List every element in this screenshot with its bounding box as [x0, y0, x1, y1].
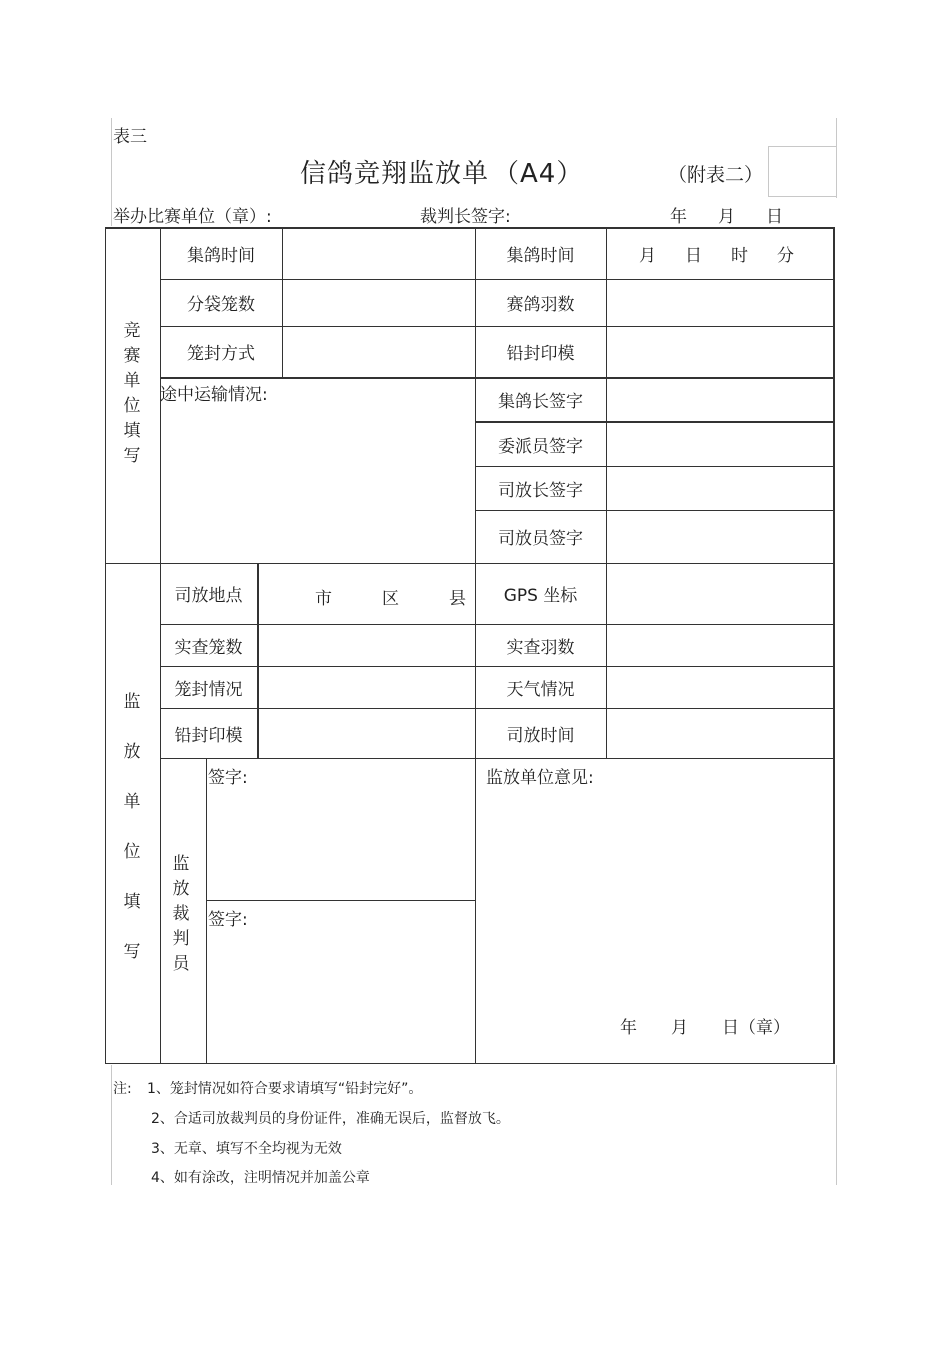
- note-item-4: 4、如有涂改，注明情况并加盖公章: [151, 1170, 370, 1186]
- stamp-box-bottom: [768, 196, 836, 197]
- s2-row1-left: 司放地点: [174, 586, 243, 606]
- s2-row3-right: 天气情况: [506, 679, 575, 700]
- attachment-label: （附表二）: [668, 164, 764, 186]
- table-border-left: [105, 227, 106, 1064]
- s2-district: 区: [382, 589, 399, 609]
- sig-collector: 集鸽长签字: [498, 392, 583, 412]
- referee-sign-label: 裁判长签字:: [420, 207, 511, 227]
- sig-delegate: 委派员签字: [498, 436, 583, 457]
- s2-row3-left: 笼封情况: [174, 679, 243, 700]
- s2-row2-left: 实查笼数: [174, 637, 243, 658]
- table-border-right: [833, 227, 835, 1064]
- page-guide-left-bottom: [111, 1065, 112, 1185]
- s2-right-label-divider: [606, 563, 607, 759]
- note-item-3: 3、无章、填写不全均视为无效: [151, 1141, 342, 1157]
- date-month: 月: [718, 207, 735, 227]
- s2-referee-divider: [206, 759, 207, 1064]
- date-day: 日: [766, 207, 783, 227]
- date-year: 年: [670, 207, 687, 227]
- referee-sign-2: 签字:: [208, 910, 248, 930]
- page-title: 信鸽竞翔监放单: [300, 159, 490, 189]
- referee-label: 监放裁判员: [172, 854, 190, 974]
- page-guide-left: [111, 118, 112, 226]
- transport-label: 途中运输情况:: [160, 385, 268, 405]
- note-item-2: 2、合适司放裁判员的身份证件，准确无误后，监督放飞。: [151, 1111, 510, 1127]
- table-number: 表三: [113, 127, 147, 147]
- opinion-date: 年 月 日（章）: [620, 1018, 790, 1038]
- page-guide-right-bottom: [836, 1065, 837, 1185]
- note-item-1: 1、笼封情况如符合要求请填写“铅封完好”。: [147, 1081, 423, 1097]
- s1-row1-value: 月 日 时 分: [639, 245, 800, 266]
- referee-sign-1: 签字:: [208, 768, 248, 788]
- s1-row1-left: 集鸽时间: [187, 245, 255, 266]
- s1-row2-left: 分袋笼数: [187, 295, 255, 315]
- stamp-box-top: [768, 146, 836, 147]
- section1-side-label: 竞赛单位填写: [123, 321, 141, 466]
- s1-row1-right: 集鸽时间: [506, 245, 575, 266]
- organizer-label: 举办比赛单位（章）:: [113, 207, 272, 227]
- s2-city: 市: [315, 589, 332, 609]
- table-border-bottom: [105, 1063, 835, 1064]
- stamp-box-left: [768, 146, 769, 196]
- sig-release-officer: 司放员签字: [498, 529, 583, 549]
- opinion-label: 监放单位意见:: [486, 768, 594, 788]
- s1-row3-right: 铅封印模: [506, 344, 575, 364]
- s2-sign-divider: [206, 900, 476, 901]
- s2-row2-right: 实查羽数: [506, 637, 575, 658]
- s2-county: 县: [449, 589, 466, 609]
- s1-row3-left: 笼封方式: [187, 344, 255, 364]
- s2-row4-right: 司放时间: [506, 725, 575, 746]
- s2-row4-bottom: [160, 758, 834, 759]
- s2-row1-right: GPS 坐标: [503, 586, 578, 606]
- notes-prefix: 注:: [113, 1081, 132, 1097]
- s1-label-divider: [282, 227, 283, 378]
- section2-side-label: 监放单位填写: [123, 692, 141, 962]
- s2-label-divider: [257, 563, 259, 759]
- s1-row2-right: 赛鸽羽数: [506, 295, 575, 315]
- s2-row4-left: 铅封印模: [174, 725, 243, 746]
- sig-release-chief: 司放长签字: [498, 480, 583, 501]
- page-guide-right: [836, 118, 837, 198]
- title-code: （A4）: [493, 159, 584, 189]
